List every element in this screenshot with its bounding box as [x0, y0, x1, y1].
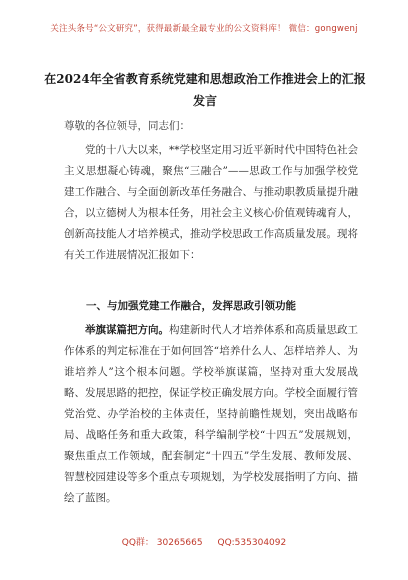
paragraph-body: [64, 320, 358, 509]
footer-contact: [0, 535, 408, 548]
footer-qq: QQ:535304092: [217, 538, 287, 548]
footer-qq-group: QQ群： 30265665: [121, 538, 203, 548]
section-heading: 一、与加强党建工作融合，发挥思政引领功能: [86, 300, 296, 312]
paragraph-intro: 党的十八大以来，**学校坚定用习近平新时代中国特色社会主义思想凝心铸魂，聚焦“三融合”——思政工作与加强学校党建工作融合、与全面创新改革任务融合、与推动职教质量提升融合，以立德树人为根本任务，用社会主义核心价值观铸魂育人，创新高技能人才培养模式，推动学校思政工作高质量发展。现将有关工作进展情况汇报如下：: [64, 144, 358, 261]
paragraph-lead: 举旗谋篇把方向。: [85, 324, 169, 336]
header-banner: 关注头条号“公文研究”，获得最新最全最专业的公文资料库！ 微信：gongwenj: [50, 24, 358, 34]
paragraph-text: 构建新时代人才培养体系和高质量思政工作体系的判定标准在于如何回答“培养什么人、怎样培养人、为谁培养人”这个根本问题。学校举旗谋篇，坚持对重大发展战略、发展思路的把控，保证学校正确发展方向。学校全面履行管党治党、办学治校的主体责任，坚持前瞻性规划，突出战略布局、战略任务和重大政策，科学编制学校“十四五”发展规划，聚焦重点工作领域，配套制定“十四五”学生发展、教师发展、智慧校园建设等多个重点专项规划，为学校发展指明了方向、描绘了蓝图。: [64, 324, 358, 504]
salutation: 尊敬的各位领导，同志们：: [64, 120, 190, 132]
document-title: 在2024年全省教育系统党建和思想政治工作推进会上的汇报发言: [44, 72, 366, 108]
